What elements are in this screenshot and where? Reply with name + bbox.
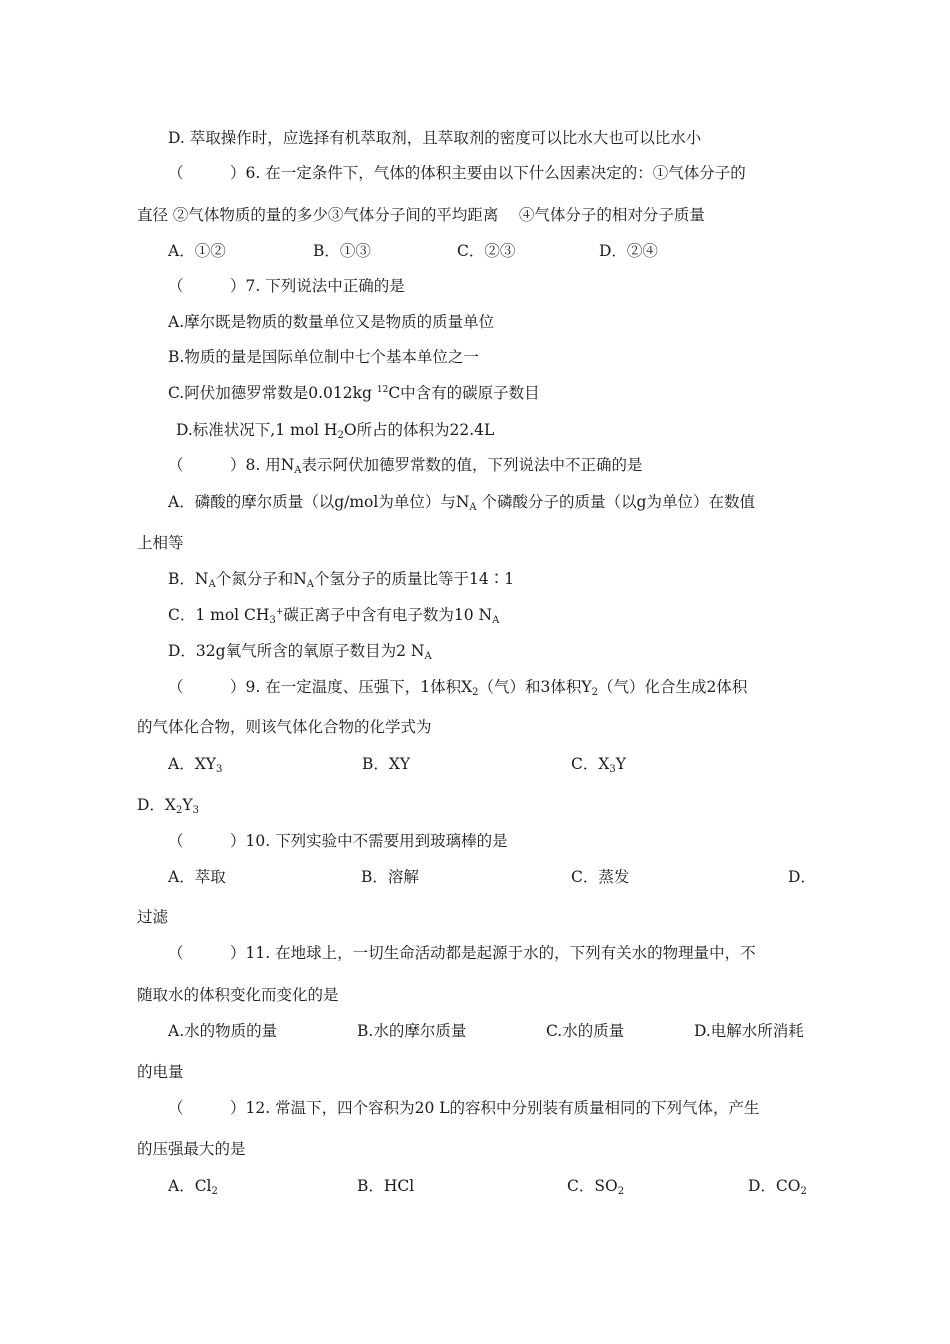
q12-option-c: C．$SO_2$ <box>567 1177 625 1197</box>
q5-option-d: D. 萃取操作时，应选择有机萃取剂，且萃取剂的密度可以比水大也可以比水小 <box>168 129 702 147</box>
q8-option-b: B．$N_A$个氮分子和$N_A$个氢分子的质量比等于14∶1 <box>168 570 515 590</box>
q11-option-c: C.水的质量 <box>546 1022 625 1040</box>
q9-option-c: C．$X_3Y$ <box>571 755 627 775</box>
q11-option-d-cont: 的电量 <box>137 1063 184 1081</box>
q9-stem-line1: （ ）9. 在一定温度、压强下，1体积$X_2$（气）和3体积$Y_2$（气）化合生成2体积 <box>168 678 748 698</box>
q7-option-a: A.摩尔既是物质的数量单位又是物质的质量单位 <box>168 313 495 331</box>
q6-option-a: A．①② <box>168 242 226 260</box>
q6-option-b: B．①③ <box>313 242 371 260</box>
q7-option-b: B.物质的量是国际单位制中七个基本单位之一 <box>168 348 479 366</box>
q12-stem-line2: 的压强最大的是 <box>137 1140 246 1158</box>
q8-option-d: D．32g氧气所含的氧原子数目为2 $N_A$ <box>168 642 432 662</box>
q11-option-b: B.水的摩尔质量 <box>357 1022 467 1040</box>
q6-stem-line1: （ ）6. 在一定条件下，气体的体积主要由以下什么因素决定的：①气体分子的 <box>168 164 746 182</box>
q8-option-a-line2: 上相等 <box>137 534 184 552</box>
q6-option-c: C．②③ <box>457 242 516 260</box>
q10-option-d: D． <box>788 868 816 886</box>
q12-option-b: B．HCl <box>357 1177 415 1195</box>
q6-option-d: D．②④ <box>599 242 658 260</box>
q9-stem-line2: 的气体化合物，则该气体化合物的化学式为 <box>137 718 432 736</box>
q7-stem: （ ）7. 下列说法中正确的是 <box>168 277 405 295</box>
q12-option-a: A．$Cl_2$ <box>168 1177 218 1197</box>
q8-option-a-line1: A．磷酸的摩尔质量（以g/mol为单位）与$N_A$ 个磷酸分子的质量（以g为单位）在数值 <box>168 493 755 513</box>
q8-stem: （ ）8. 用$N_A$表示阿伏加德罗常数的值，下列说法中不正确的是 <box>168 456 643 476</box>
q9-option-d: D．$X_2Y_3$ <box>137 796 199 816</box>
q9-option-a: A．$XY_3$ <box>168 755 223 775</box>
q10-option-a: A．萃取 <box>168 868 226 886</box>
q6-stem-line2: 直径 ②气体物质的量的多少③气体分子间的平均距离 ④气体分子的相对分子质量 <box>137 206 705 224</box>
q9-option-b: B．XY <box>362 755 411 773</box>
q11-option-d: D.电解水所消耗 <box>694 1022 804 1040</box>
q7-option-c: C.阿伏加德罗常数是0.012kg $^{12}$C中含有的碳原子数目 <box>168 384 540 402</box>
q11-stem-line1: （ ）11. 在地球上，一切生命活动都是起源于水的，下列有关水的物理量中，不 <box>168 944 756 962</box>
q10-option-c: C．蒸发 <box>571 868 630 886</box>
q7-option-d: D.标准状况下,1 mol $H_2O$所占的体积为22.4L <box>176 421 495 441</box>
q10-option-b: B．溶解 <box>361 868 419 886</box>
q10-option-d-cont: 过滤 <box>137 908 169 926</box>
q8-option-c: C．1 mol $CH_3^+$碳正离子中含有电子数为10 $N_A$ <box>168 606 500 626</box>
q12-option-d: D．$CO_2$ <box>748 1177 807 1197</box>
q12-stem-line1: （ ）12. 常温下，四个容积为20 L的容积中分别装有质量相同的下列气体，产生 <box>168 1099 760 1117</box>
q11-option-a: A.水的物质的量 <box>168 1022 278 1040</box>
q11-stem-line2: 随取水的体积变化而变化的是 <box>137 986 339 1004</box>
q10-stem: （ ）10. 下列实验中不需要用到玻璃棒的是 <box>168 832 508 850</box>
